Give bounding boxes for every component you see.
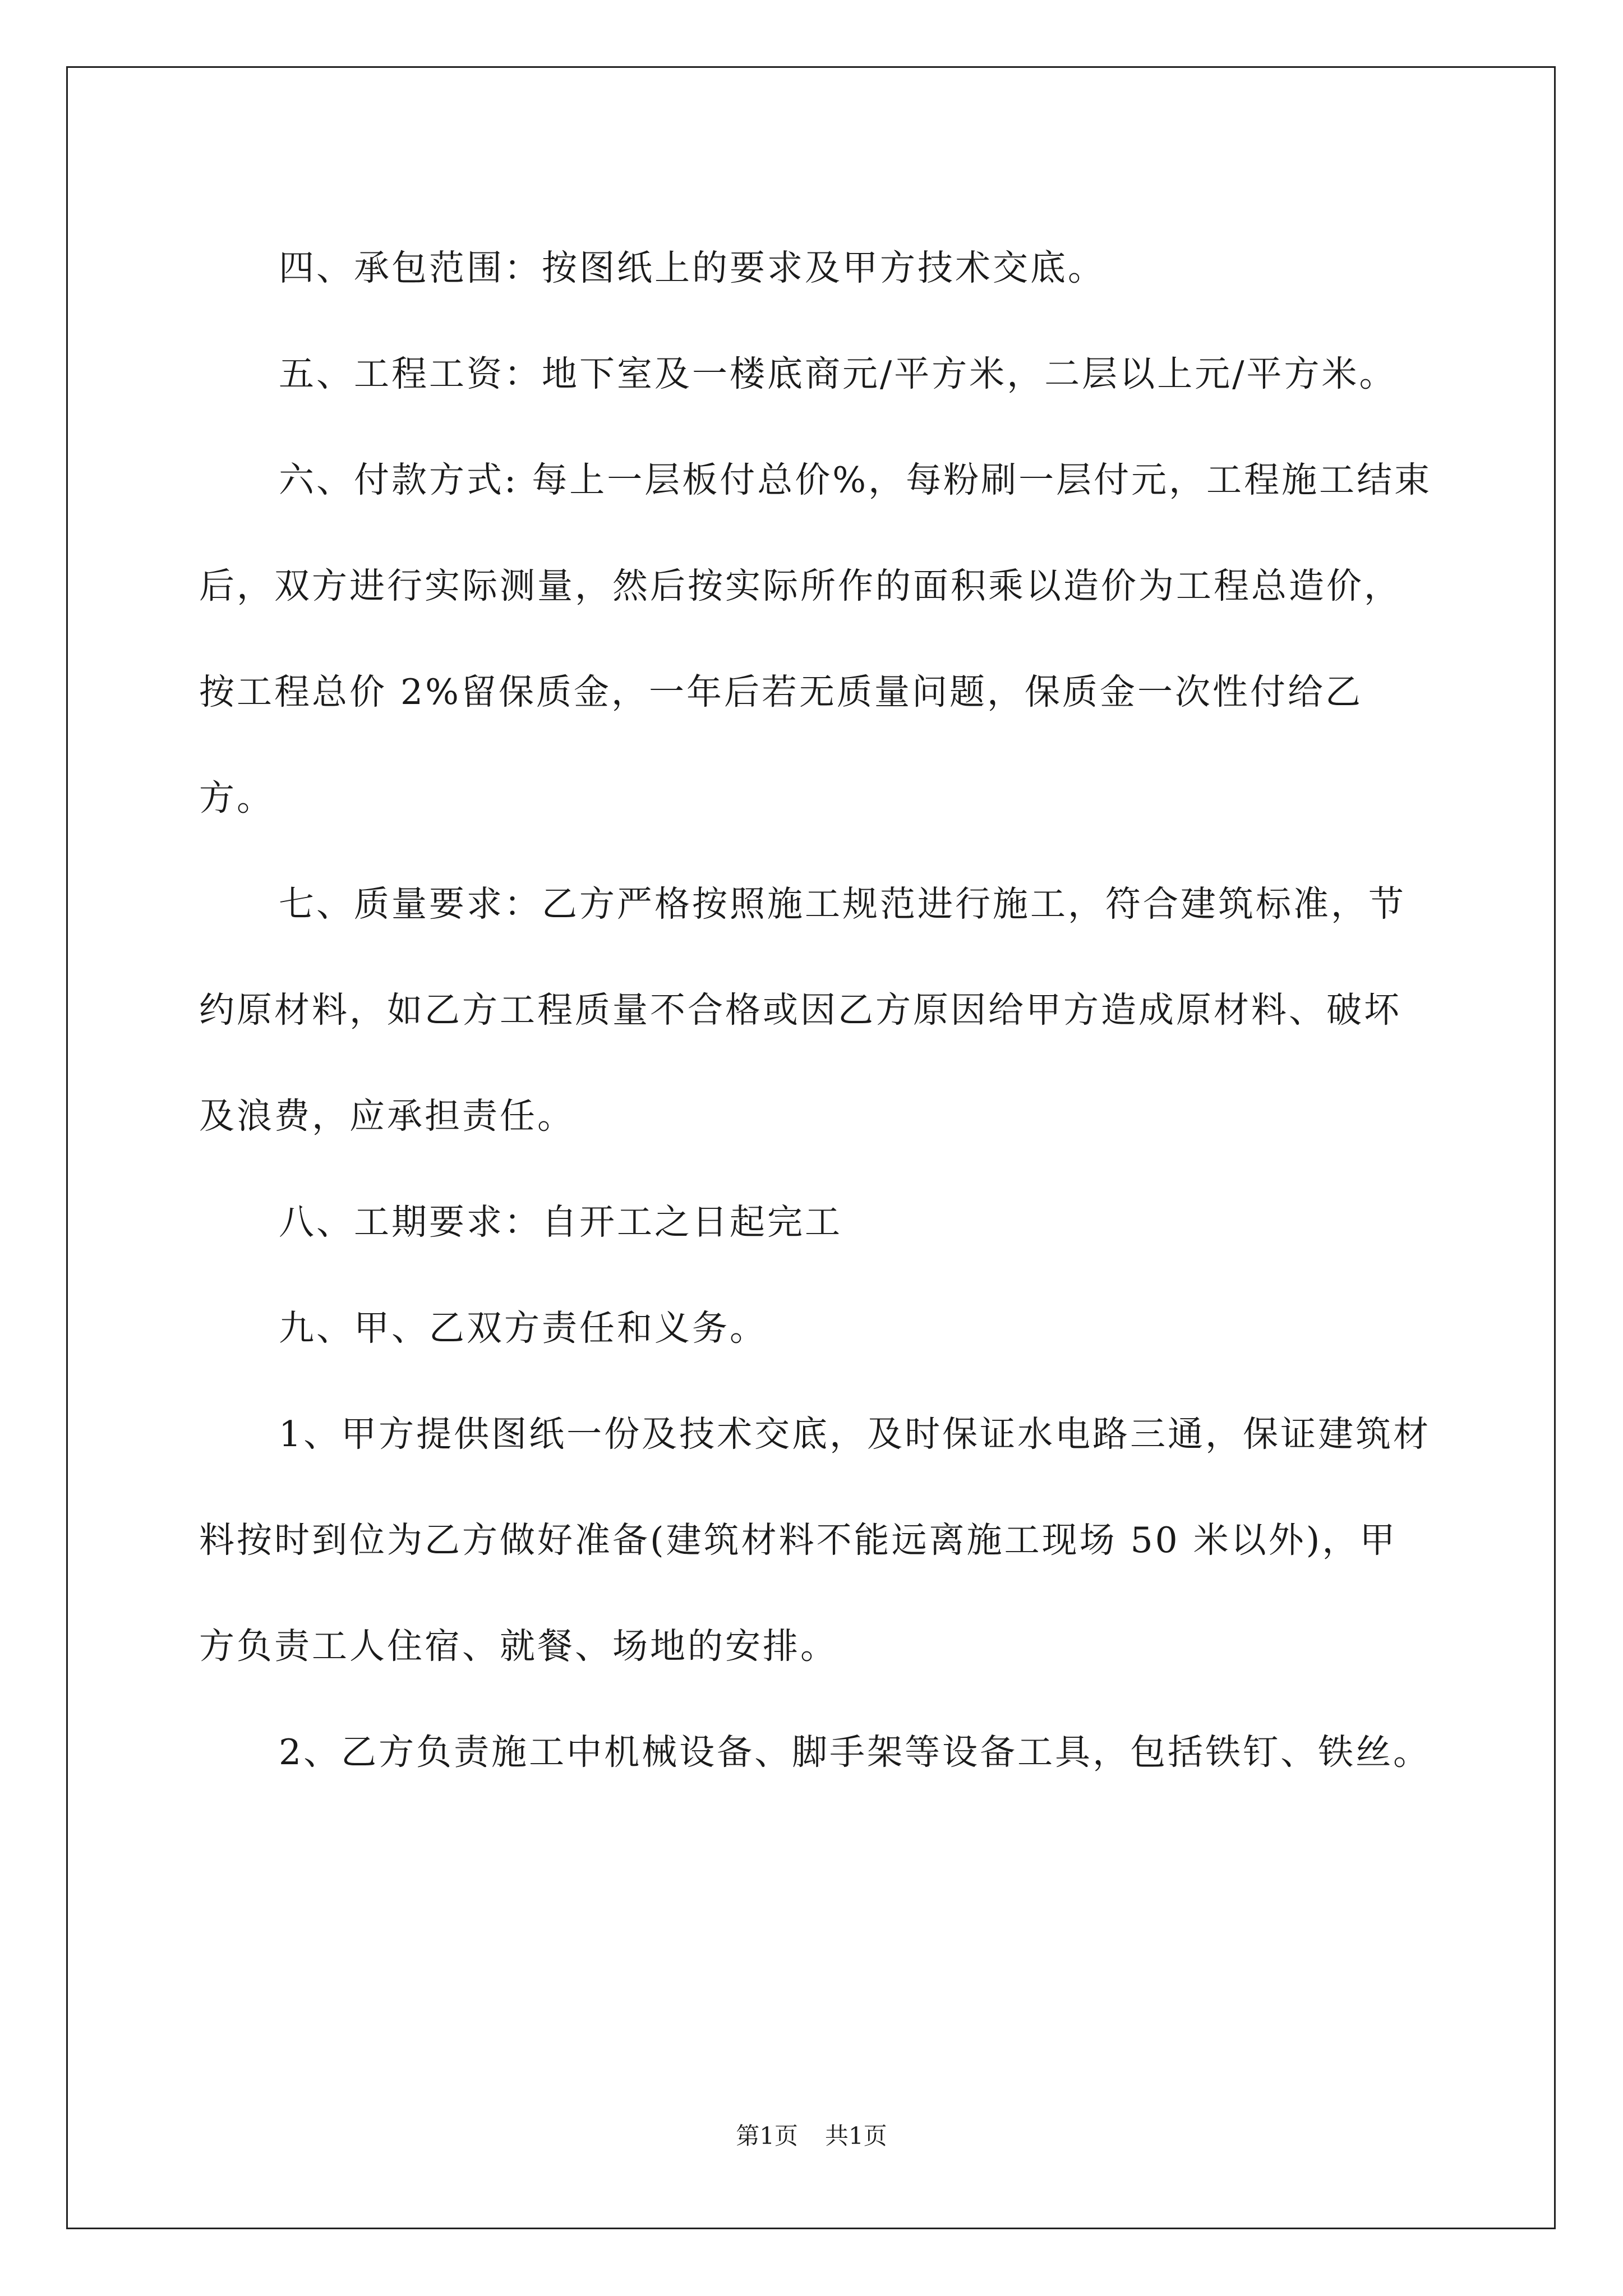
- paragraph-party-a-duties: 1、甲方提供图纸一份及技术交底，及时保证水电路三通，保证建筑材料按时到位为乙方做好准备(建筑材料不能远离施工现场 50 米以外)，甲方负责工人住宿、就餐、场地的安排。: [199, 1414, 1431, 1667]
- paragraph-responsibilities: 九、甲、乙双方责任和义务。: [279, 1308, 767, 1349]
- paragraph-scope: 四、承包范围：按图纸上的要求及甲方技术交底。: [279, 247, 1105, 288]
- page-footer: [0, 2118, 1623, 2151]
- paragraph-party-b-duties: 2、乙方负责施工中机械设备、脚手架等设备工具，包括铁钉、铁丝。: [279, 1732, 1431, 1773]
- paragraph-wages: 五、工程工资：地下室及一楼底商元/平方米，二层以上元/平方米。: [279, 353, 1397, 394]
- page-number-total: 共1页: [825, 2122, 887, 2150]
- paragraph-schedule: 八、工期要求：自开工之日起完工: [279, 1202, 842, 1243]
- paragraph-payment: 六、付款方式: 每上一层板付总价%，每粉刷一层付元，工程施工结束后，双方进行实际测量，然后按实际所作的面积乘以造价为工程总造价，按工程总价 2%留保质金，一年后若无质量问题，保质金一次性付给乙方。: [199, 459, 1432, 818]
- document-body: [199, 215, 1433, 1805]
- page-number-current: 第1页: [736, 2122, 798, 2150]
- paragraph-quality: 七、质量要求：乙方严格按照施工规范进行施工，符合建筑标准，节约原材料，如乙方工程质量不合格或因乙方原因给甲方造成原材料、破坏及浪费，应承担责任。: [199, 884, 1406, 1137]
